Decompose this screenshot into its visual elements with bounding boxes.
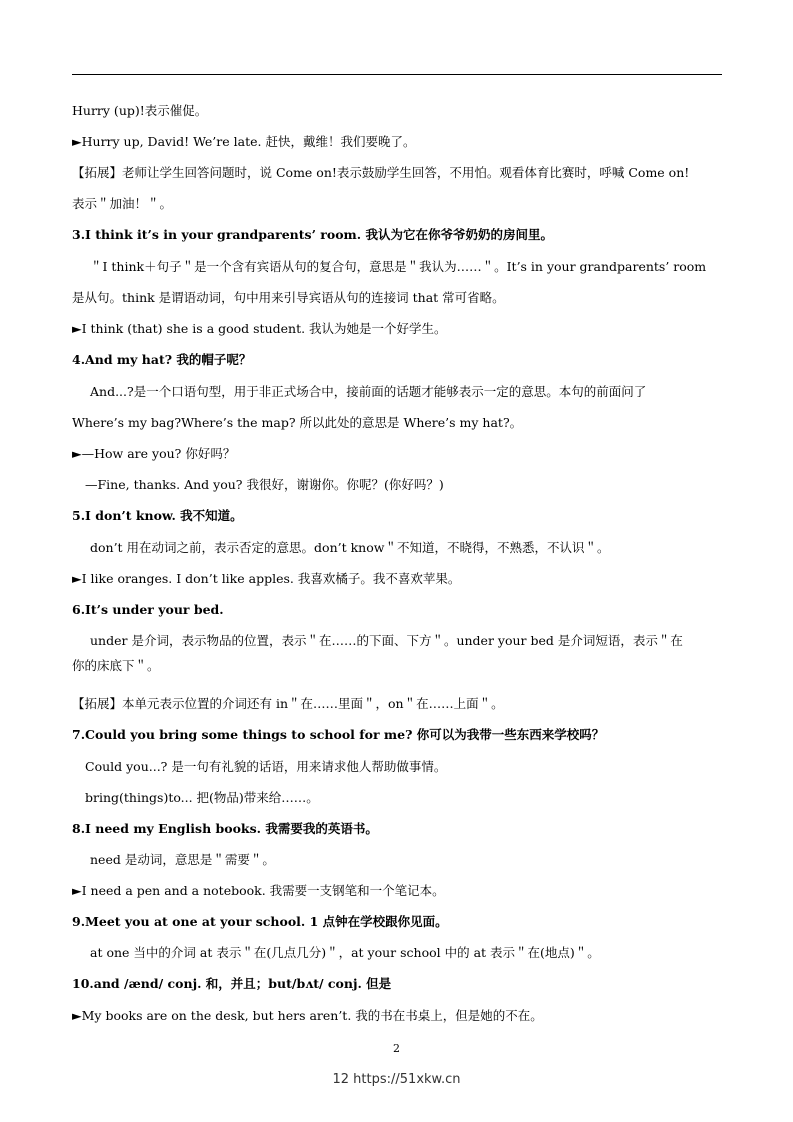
example-line: ►I like oranges. I don’t like apples. 我喜欢橘子。我不喜欢苹果。 — [72, 571, 461, 586]
section-heading-4: 4.And my hat? 我的帽子呢？ — [72, 352, 252, 367]
example-line: ►My books are on the desk, but hers aren’t. 我的书在书桌上，但是她的不在。 — [72, 1008, 543, 1023]
text-line: don’t 用在动词之前，表示否定的意思。don’t know＂不知道，不晓得，不熟悉，不认识＂。 — [90, 540, 610, 555]
text-line: And...?是一个口语句型，用于非正式场合中，接前面的话题才能够表示一定的意思。本句的前面问了 — [90, 384, 647, 399]
text-line: 表示＂加油！＂。 — [72, 196, 173, 211]
section-heading-6: 6.It’s under your bed. — [72, 602, 224, 617]
text-line: bring(things)to... 把(物品)带来给……。 — [85, 790, 319, 805]
section-heading-3: 3.I think it’s in your grandparents’ room. 我认为它在你爷爷奶奶的房间里。 — [72, 227, 553, 242]
extension-line: 【拓展】老师让学生回答问题时，说 Come on!表示鼓励学生回答，不用怕。观看体育比赛时，呼喊 Come on! — [72, 165, 690, 180]
section-heading-5: 5.I don’t know. 我不知道。 — [72, 508, 243, 523]
text-line: Where’s my bag?Where’s the map? 所以此处的意思是 Where’s my hat?。 — [72, 415, 523, 430]
example-line: ►Hurry up, David! We’re late. 赶快，戴维！我们要晚了。 — [72, 134, 416, 149]
section-heading-10: 10.and /ænd/ conj. 和，并且；but/bʌt/ conj. 但是 — [72, 976, 392, 991]
text-line: Could you...? 是一句有礼貌的话语，用来请求他人帮助做事情。 — [85, 759, 447, 774]
section-heading-7: 7.Could you bring some things to school for me? 你可以为我带一些东西来学校吗？ — [72, 727, 605, 742]
section-heading-8: 8.I need my English books. 我需要我的英语书。 — [72, 821, 378, 836]
text-line: 是从句。think 是谓语动词，句中用来引导宾语从句的连接词 that 常可省略。 — [72, 290, 505, 305]
text-line: 你的床底下＂。 — [72, 658, 160, 673]
text-line: ＂I think＋句子＂是一个含有宾语从句的复合句，意思是＂我认为……＂。It’s in your grandparents’ room — [90, 259, 707, 274]
text-line: under 是介词，表示物品的位置，表示＂在……的下面、下方＂。under your bed 是介词短语，表示＂在 — [90, 633, 683, 648]
page-number: 2 — [393, 1042, 400, 1055]
text-line: at one 当中的介词 at 表示＂在(几点几分)＂，at your school 中的 at 表示＂在(地点)＂。 — [90, 945, 600, 960]
example-line: —Fine, thanks. And you? 我很好，谢谢你。你呢？(你好吗？) — [85, 477, 444, 492]
footer-watermark: 12 https://51xkw.cn — [332, 1072, 461, 1087]
extension-line: 【拓展】本单元表示位置的介词还有 in＂在……里面＂，on＂在……上面＂。 — [72, 696, 504, 711]
example-line: ►—How are you? 你好吗？ — [72, 446, 236, 461]
text-line: Hurry (up)!表示催促。 — [72, 103, 208, 118]
section-heading-9: 9.Meet you at one at your school. 1 点钟在学校跟你见面。 — [72, 914, 448, 929]
text-line: need 是动词，意思是＂需要＂。 — [90, 852, 275, 867]
example-line: ►I think (that) she is a good student. 我认为她是一个好学生。 — [72, 321, 447, 336]
example-line: ►I need a pen and a notebook. 我需要一支钢笔和一个笔记本。 — [72, 883, 445, 898]
header-rule — [72, 74, 722, 75]
